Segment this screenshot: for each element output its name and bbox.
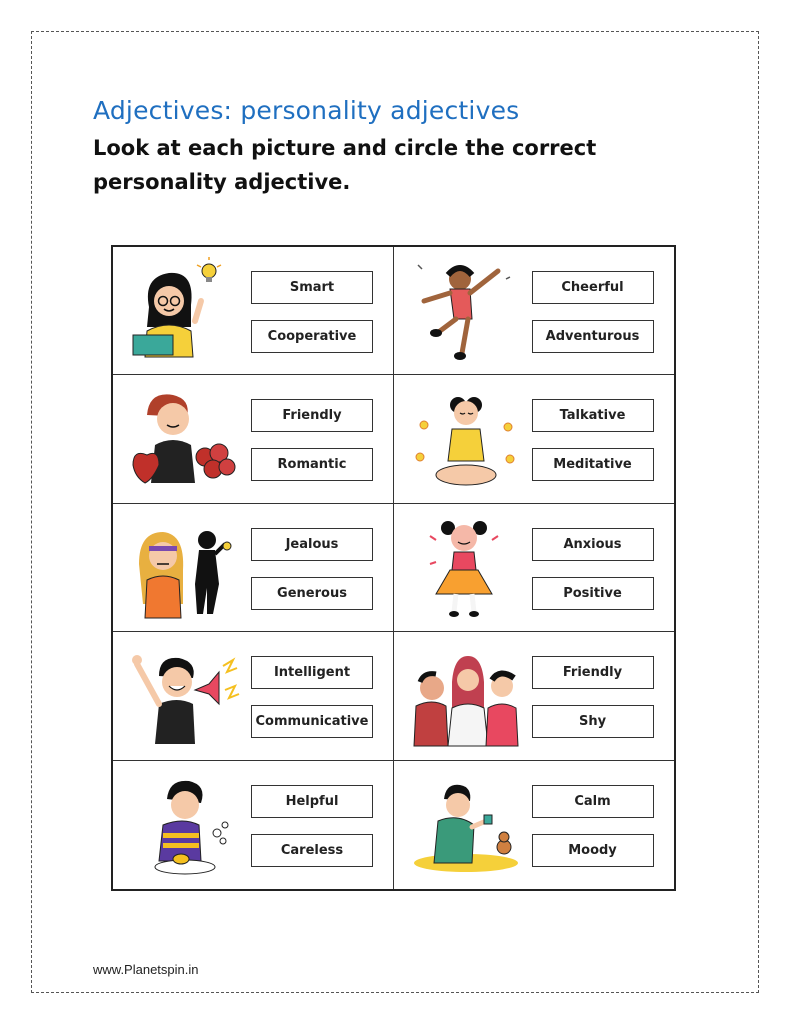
- careless-option[interactable]: Careless: [251, 834, 373, 867]
- jealous-option[interactable]: Jealous: [251, 528, 373, 561]
- friendly-option[interactable]: Friendly: [532, 656, 654, 689]
- meditating-girl-icon: [410, 385, 522, 491]
- intelligent-option[interactable]: Intelligent: [251, 656, 373, 689]
- item-card: [113, 761, 394, 889]
- moody-option[interactable]: Moody: [532, 834, 654, 867]
- meditative-option[interactable]: Meditative: [532, 448, 654, 481]
- item-card: [113, 247, 394, 375]
- girl-with-shadow-icon: [129, 514, 241, 620]
- footer-website: www.Planetspin.in: [93, 962, 199, 977]
- options-grid: [111, 245, 676, 891]
- communicative-option[interactable]: Communicative: [251, 705, 373, 738]
- adventurous-option[interactable]: Adventurous: [532, 320, 654, 353]
- cooperative-option[interactable]: Cooperative: [251, 320, 373, 353]
- cheerful-option[interactable]: Cheerful: [532, 271, 654, 304]
- friendly-option[interactable]: Friendly: [251, 399, 373, 432]
- girl-in-orange-dress-icon: [410, 514, 522, 620]
- helpful-option[interactable]: Helpful: [251, 785, 373, 818]
- item-card: [113, 632, 394, 760]
- calm-option[interactable]: Calm: [532, 785, 654, 818]
- item-card: [113, 504, 394, 632]
- romantic-option[interactable]: Romantic: [251, 448, 373, 481]
- item-card: [394, 375, 675, 503]
- jumping-girl-icon: [410, 257, 522, 363]
- instructions: Look at each picture and circle the correct personality adjective.: [93, 136, 597, 194]
- smart-option[interactable]: Smart: [251, 271, 373, 304]
- boy-with-megaphone-icon: [129, 642, 241, 748]
- worksheet-title: Adjectives: personality adjectives: [93, 96, 520, 125]
- boy-with-heart-gift-icon: [129, 385, 241, 491]
- talkative-option[interactable]: Talkative: [532, 399, 654, 432]
- item-card: [394, 504, 675, 632]
- anxious-option[interactable]: Anxious: [532, 528, 654, 561]
- item-card: [113, 375, 394, 503]
- boy-washing-dishes-icon: [129, 771, 241, 877]
- group-of-friends-icon: [410, 642, 522, 748]
- boy-sitting-with-cup-icon: [410, 771, 522, 877]
- item-card: [394, 632, 675, 760]
- shy-option[interactable]: Shy: [532, 705, 654, 738]
- girl-with-lightbulb-icon: [129, 257, 241, 363]
- positive-option[interactable]: Positive: [532, 577, 654, 610]
- item-card: [394, 247, 675, 375]
- generous-option[interactable]: Generous: [251, 577, 373, 610]
- item-card: [394, 761, 675, 889]
